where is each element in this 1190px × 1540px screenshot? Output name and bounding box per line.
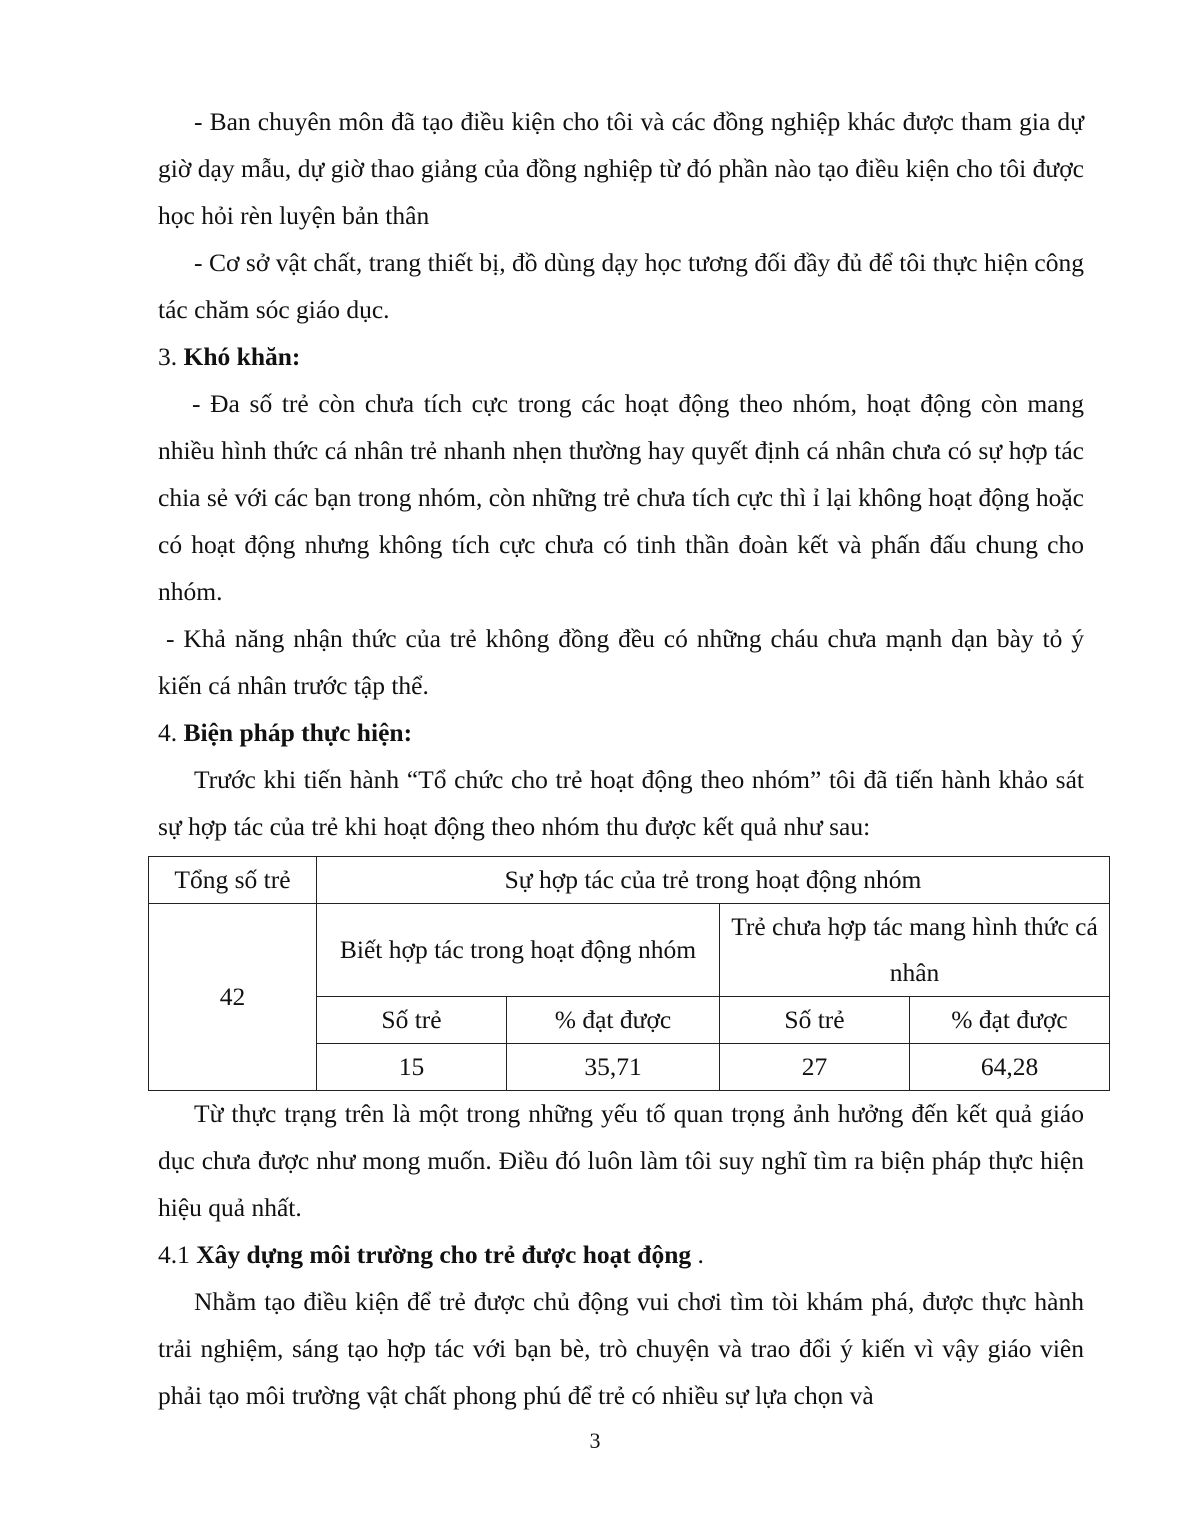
survey-table xyxy=(148,856,1110,1091)
section-4-title: Biện pháp thực hiện: xyxy=(183,718,413,747)
cooperative-header: Biết hợp tác trong hoạt động nhóm xyxy=(317,904,720,997)
table-row xyxy=(149,904,1110,997)
paragraph-difficulty-2: - Khả năng nhận thức của trẻ không đồng đều có những cháu chưa mạnh dạn bày tỏ ý kiến cá nhân trước tập thể. xyxy=(158,624,1084,700)
non-cooperative-header: Trẻ chưa hợp tác mang hình thức cá nhân xyxy=(720,904,1110,997)
paragraph-difficulty-1: - Đa số trẻ còn chưa tích cực trong các hoạt động theo nhóm, hoạt động còn mang nhiều hình thức cá nhân trẻ nhanh nhẹn thường hay quyết định cá nhân chưa có sự hợp tác chia sẻ với các bạn trong nhóm, còn những trẻ chưa tích cực thì ỉ lại không hoạt động hoặc có hoạt động nhưng không tích cực chưa có tinh thần đoàn kết và phấn đấu chung cho nhóm. xyxy=(158,389,1084,606)
section-4-number: 4. xyxy=(158,718,178,747)
page-number: 3 xyxy=(589,1428,601,1453)
document-body-bottom xyxy=(158,1090,1084,1419)
subsection-4-1-number: 4.1 xyxy=(158,1240,190,1269)
table-row xyxy=(149,857,1110,904)
table-cell: % đạt được xyxy=(910,997,1110,1044)
table-cell: 27 xyxy=(720,1044,910,1091)
table-cell: Số trẻ xyxy=(317,997,507,1044)
section-3-number: 3. xyxy=(158,342,178,371)
subsection-4-1-heading xyxy=(158,1231,1084,1278)
table-cell: Số trẻ xyxy=(720,997,910,1044)
section-3-heading xyxy=(158,333,1084,380)
document-body-top xyxy=(158,98,1084,850)
section-3-title: Khó khăn: xyxy=(183,342,301,371)
total-children-header: Tổng số trẻ xyxy=(149,857,317,904)
total-children-value: 42 xyxy=(149,904,317,1091)
paragraph-advantage-professional: - Ban chuyên môn đã tạo điều kiện cho tôi và các đồng nghiệp khác được tham gia dự giờ dạy mẫu, dự giờ thao giảng của đồng nghiệp từ đó phần nào tạo điều kiện cho tôi được học hỏi rèn luyện bản thân xyxy=(158,107,1084,230)
paragraph-advantage-facilities: - Cơ sở vật chất, trang thiết bị, đồ dùng dạy học tương đối đầy đủ để tôi thực hiện công tác chăm sóc giáo dục. xyxy=(158,248,1084,324)
paragraph-conclusion: Từ thực trạng trên là một trong những yếu tố quan trọng ảnh hưởng đến kết quả giáo dục chưa được như mong muốn. Điều đó luôn làm tôi suy nghĩ tìm ra biện pháp thực hiện hiệu quả nhất. xyxy=(158,1099,1084,1222)
subsection-4-1-title-tail: . xyxy=(691,1240,704,1269)
paragraph-survey-intro: Trước khi tiến hành “Tổ chức cho trẻ hoạt động theo nhóm” tôi đã tiến hành khảo sát sự hợp tác của trẻ khi hoạt động theo nhóm thu được kết quả như sau: xyxy=(158,765,1084,841)
subsection-4-1-title: Xây dựng môi trường cho trẻ được hoạt động xyxy=(196,1240,692,1269)
table-cell: 35,71 xyxy=(507,1044,720,1091)
table-cell: 15 xyxy=(317,1044,507,1091)
section-4-heading xyxy=(158,709,1084,756)
table-cell: 64,28 xyxy=(910,1044,1110,1091)
table-cell: % đạt được xyxy=(507,997,720,1044)
paragraph-environment: Nhằm tạo điều kiện để trẻ được chủ động vui chơi tìm tòi khám phá, được thực hành trải nghiệm, sáng tạo hợp tác với bạn bè, trò chuyện và trao đổi ý kiến vì vậy giáo viên phải tạo môi trường vật chất phong phú để trẻ có nhiều sự lựa chọn và xyxy=(158,1287,1084,1410)
cooperation-group-header: Sự hợp tác của trẻ trong hoạt động nhóm xyxy=(317,857,1110,904)
